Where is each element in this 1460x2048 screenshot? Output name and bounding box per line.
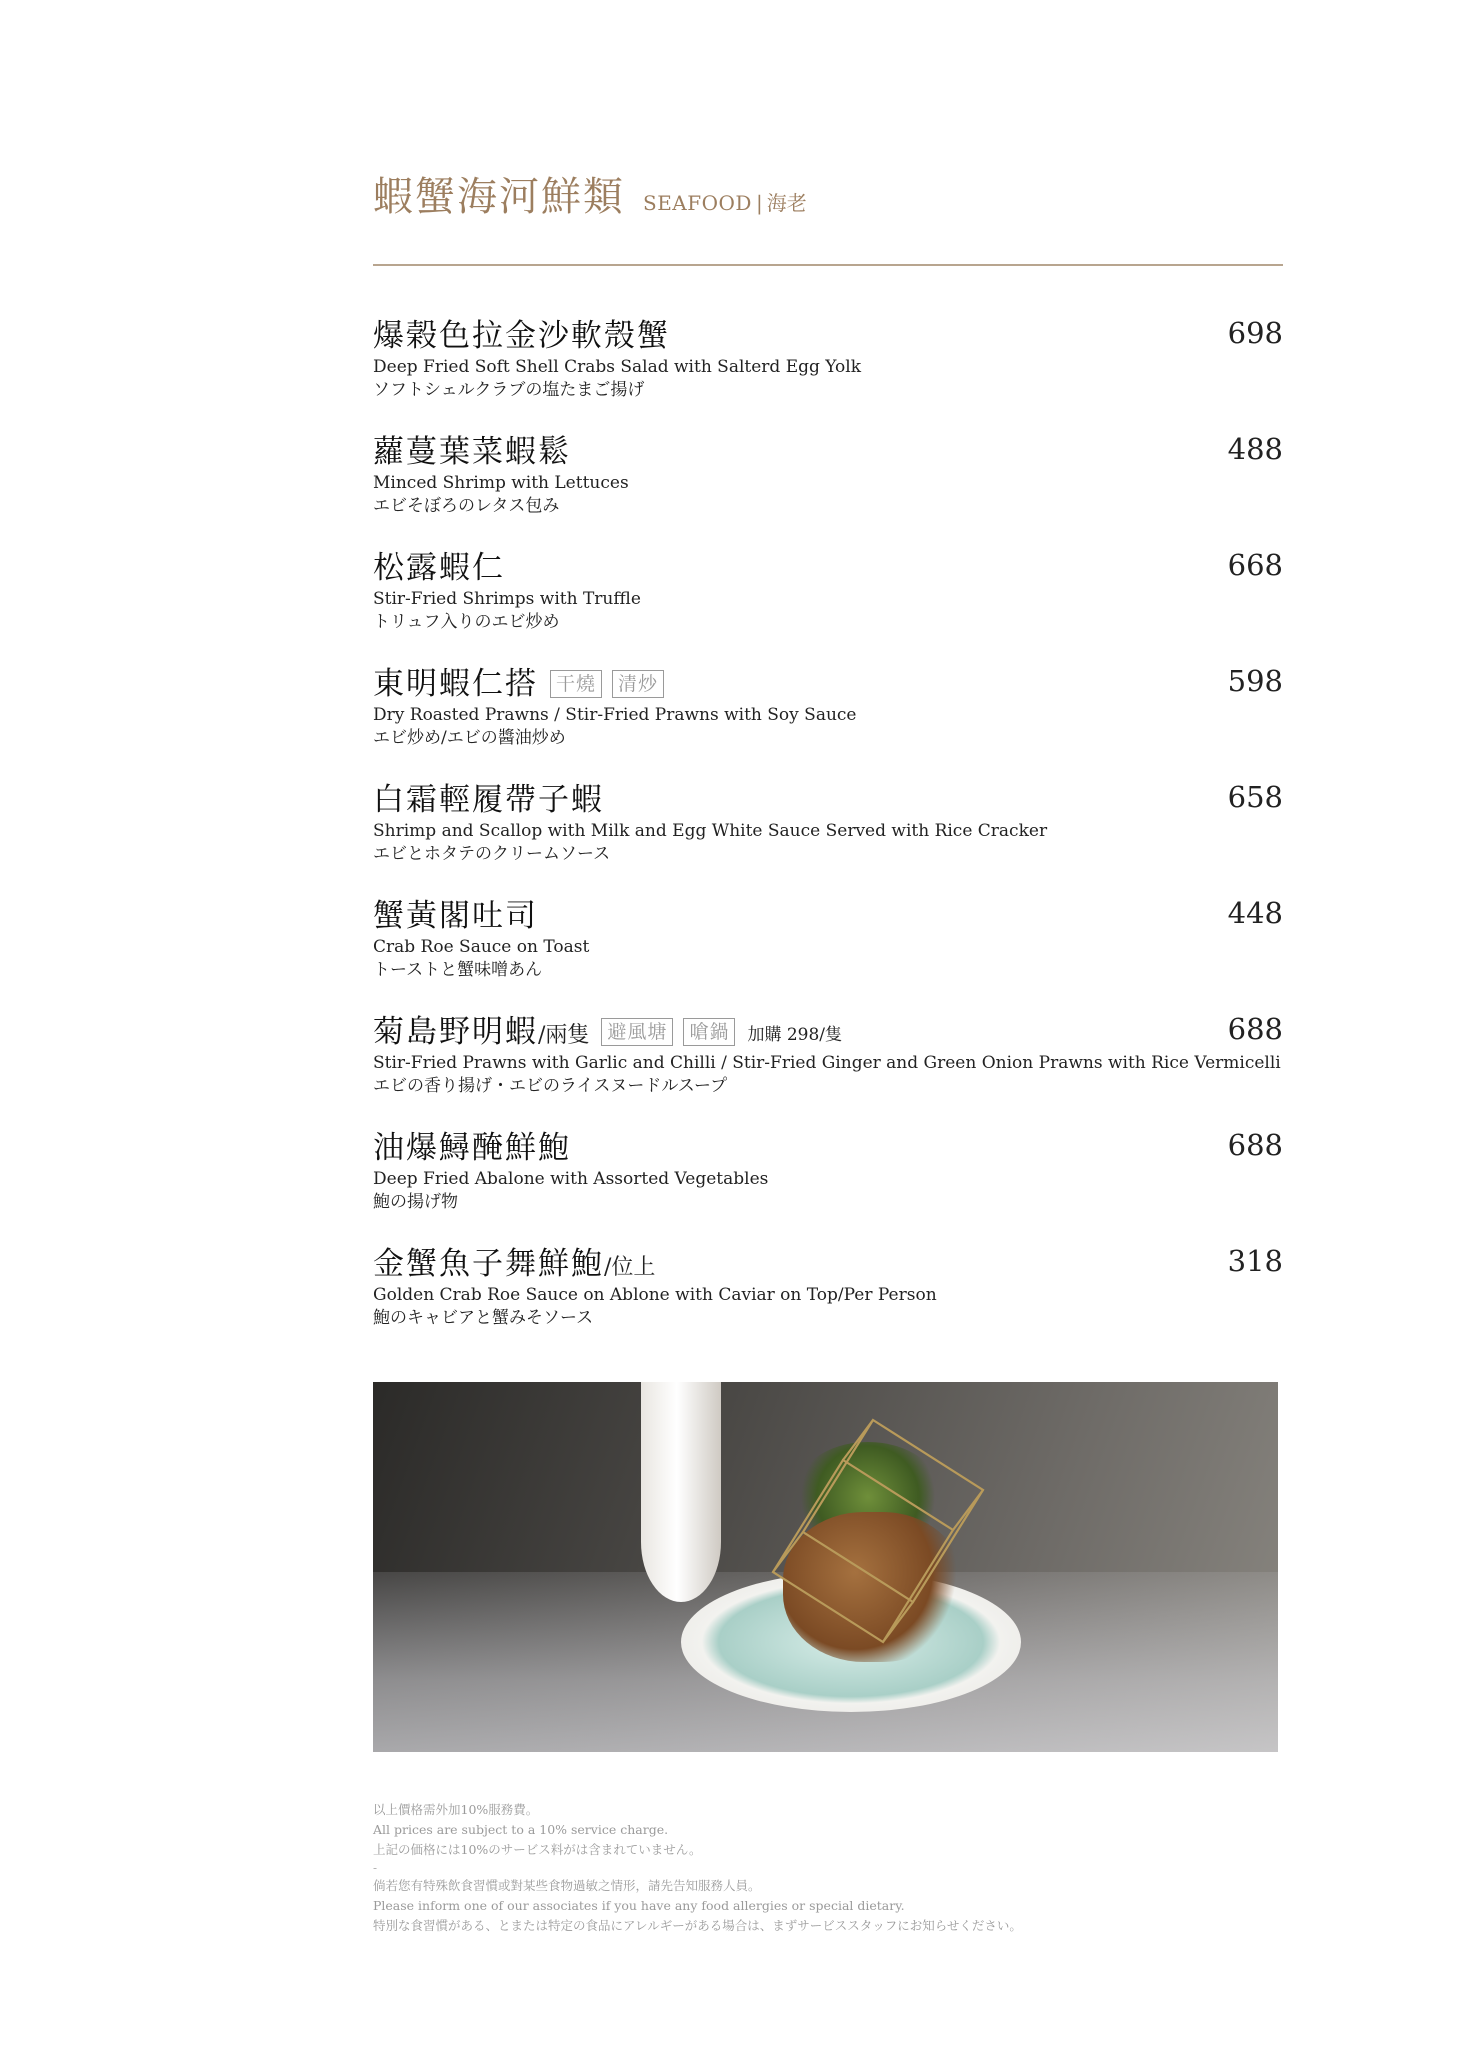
style-tag: 清炒 bbox=[612, 670, 664, 698]
item-name: 松露蝦仁 bbox=[373, 550, 505, 586]
menu-item bbox=[373, 1006, 1283, 1122]
style-tag: 嗆鍋 bbox=[683, 1018, 735, 1046]
menu-item bbox=[373, 1122, 1283, 1238]
item-name-ja: トーストと蟹味噌あん bbox=[373, 960, 543, 980]
note-separator: - bbox=[373, 1861, 378, 1875]
service-charge-note-zh: 以上價格需外加10%服務費。 bbox=[373, 1802, 539, 1817]
item-name: 東明蝦仁搭 bbox=[373, 666, 538, 702]
item-portion: /兩隻 bbox=[538, 1023, 590, 1048]
menu-item bbox=[373, 542, 1283, 658]
item-name: 白霜輕履帶子蝦 bbox=[373, 782, 604, 818]
item-name-en: Dry Roasted Prawns / Stir-Fried Prawns with Soy Sauce bbox=[373, 705, 857, 725]
item-name-en: Deep Fried Soft Shell Crabs Salad with Salterd Egg Yolk bbox=[373, 357, 861, 377]
item-price: 698 bbox=[1227, 316, 1283, 350]
style-tag: 避風塘 bbox=[601, 1018, 673, 1046]
item-name: 蟹黃閣吐司 bbox=[373, 898, 538, 934]
section-title-zh: 蝦蟹海河鮮類 bbox=[373, 174, 625, 220]
menu-item bbox=[373, 658, 1283, 774]
item-name: 爆榖色拉金沙軟殼蟹 bbox=[373, 318, 670, 354]
service-charge-note-ja: 上記の価格には10%のサービス料がは含まれていません。 bbox=[373, 1842, 702, 1857]
menu-item bbox=[373, 1238, 1283, 1354]
item-portion: /位上 bbox=[604, 1255, 656, 1280]
vase bbox=[641, 1382, 721, 1602]
item-name-en: Golden Crab Roe Sauce on Ablone with Caviar on Top/Per Person bbox=[373, 1285, 937, 1305]
section-header bbox=[373, 165, 1283, 225]
footer-notes bbox=[373, 1800, 1283, 1936]
item-price: 598 bbox=[1227, 664, 1283, 698]
add-on-price: 加購 298/隻 bbox=[747, 1025, 843, 1045]
section-title-ja: 海老 bbox=[766, 191, 807, 215]
item-name: 金蟹魚子舞鮮鮑 bbox=[373, 1246, 604, 1282]
item-name-ja: エビそぼろのレタス包み bbox=[373, 496, 560, 516]
allergy-note-en: Please inform one of our associates if you have any food allergies or special dietary. bbox=[373, 1898, 905, 1913]
item-name: 蘿蔓葉菜蝦鬆 bbox=[373, 434, 571, 470]
item-name-ja: エビとホタテのクリームソース bbox=[373, 844, 611, 864]
item-price: 318 bbox=[1227, 1244, 1283, 1278]
item-name-ja: エビ炒め/エビの醬油炒め bbox=[373, 728, 566, 748]
item-name-en: Crab Roe Sauce on Toast bbox=[373, 937, 590, 957]
item-price: 448 bbox=[1227, 896, 1283, 930]
section-title-en: SEAFOOD bbox=[643, 191, 752, 215]
header-divider bbox=[373, 264, 1283, 266]
item-name-en: Minced Shrimp with Lettuces bbox=[373, 473, 629, 493]
allergy-note-ja: 特別な食習慣がある、とまたは特定の食品にアレルギーがある場合は、まずサービススタッフにお知らせください。 bbox=[373, 1918, 1022, 1933]
style-tag: 干燒 bbox=[550, 670, 602, 698]
item-name-en: Deep Fried Abalone with Assorted Vegetables bbox=[373, 1169, 769, 1189]
title-separator: | bbox=[755, 191, 763, 215]
item-name-ja: エビの香り揚げ・エビのライスヌードルスープ bbox=[373, 1076, 728, 1096]
item-name-ja: トリュフ入りのエビ炒め bbox=[373, 612, 560, 632]
item-price: 668 bbox=[1227, 548, 1283, 582]
allergy-note-zh: 倘若您有特殊飲食習慣或對某些食物過敏之情形，請先告知服務人員。 bbox=[373, 1878, 761, 1893]
service-charge-note-en: All prices are subject to a 10% service charge. bbox=[373, 1822, 669, 1837]
item-name-en: Shrimp and Scallop with Milk and Egg White Sauce Served with Rice Cracker bbox=[373, 821, 1048, 841]
item-name-ja: 鮑の揚げ物 bbox=[373, 1192, 458, 1212]
menu-item bbox=[373, 774, 1283, 890]
item-name: 菊島野明蝦 bbox=[373, 1014, 538, 1050]
menu-item bbox=[373, 890, 1283, 1006]
item-price: 688 bbox=[1227, 1012, 1283, 1046]
glass-cube bbox=[763, 1412, 1003, 1652]
dish-photo bbox=[373, 1382, 1278, 1752]
item-name-en: Stir-Fried Prawns with Garlic and Chilli / Stir-Fried Ginger and Green Onion Prawns with Rice Vermicelli bbox=[373, 1053, 1281, 1073]
item-price: 688 bbox=[1227, 1128, 1283, 1162]
item-price: 658 bbox=[1227, 780, 1283, 814]
item-name: 油爆鱘醃鮮鮑 bbox=[373, 1130, 571, 1166]
menu-list bbox=[373, 310, 1283, 1354]
item-price: 488 bbox=[1227, 432, 1283, 466]
item-name-ja: ソフトシェルクラブの塩たまご揚げ bbox=[373, 380, 645, 400]
menu-item bbox=[373, 426, 1283, 542]
menu-item bbox=[373, 310, 1283, 426]
item-name-ja: 鮑のキャビアと蟹みそソース bbox=[373, 1308, 594, 1328]
item-name-en: Stir-Fried Shrimps with Truffle bbox=[373, 589, 641, 609]
